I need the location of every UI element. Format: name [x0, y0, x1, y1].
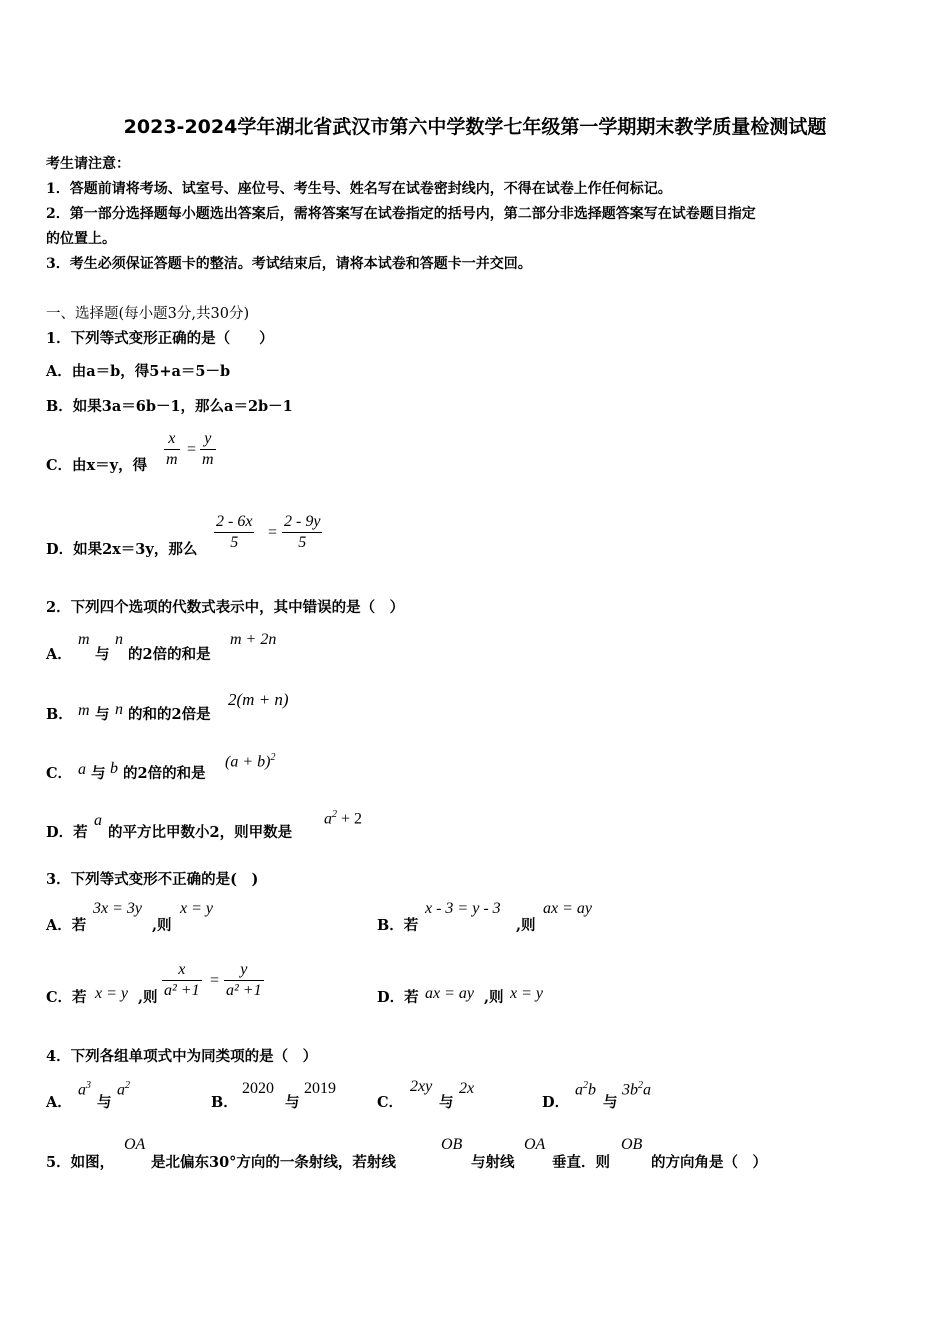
q3-option-c: C．若	[46, 989, 87, 1006]
q2-a-var1: m	[78, 631, 90, 648]
question-4-stem: 4．下列各组单项式中为同类项的是（ ）	[46, 1048, 318, 1065]
q2-c-text2: 的2倍的和是	[123, 765, 206, 782]
q2-option-c: C．	[46, 765, 73, 782]
q2-b-var1: m	[78, 702, 90, 719]
q3-a-expr2: x = y	[180, 900, 213, 917]
q3-option-a: A．若	[46, 917, 87, 934]
q2-c-text1: 与	[91, 765, 106, 782]
question-5-part4: 垂直．则	[552, 1154, 610, 1171]
q4-option-d: D．	[542, 1094, 570, 1111]
q3-option-d: D．若	[377, 989, 419, 1006]
notice-item: 1．答题前请将考场、试室号、座位号、考生号、姓名写在试卷密封线内，不得在试卷上作任何标记。	[46, 181, 672, 197]
q3-c-equals: =	[210, 972, 220, 989]
question-5-part1: 5．如图，	[46, 1154, 115, 1171]
q1-d-fraction-right: 2 - 9y 5	[284, 513, 321, 551]
q3-option-b: B．若	[377, 917, 419, 934]
q1-d-equals: =	[268, 524, 278, 541]
q2-c-var2: b	[110, 760, 118, 777]
q4-option-b: B．	[211, 1094, 238, 1111]
q4-a-with: 与	[97, 1094, 112, 1111]
q2-b-var2: n	[115, 701, 123, 718]
q2-option-b: B．	[46, 706, 73, 723]
q3-a-expr1: 3x = 3y	[93, 900, 142, 917]
q3-b-expr1: x - 3 = y - 3	[425, 900, 501, 917]
q1-c-equals: =	[187, 441, 197, 458]
q2-a-text2: 的2倍的和是	[128, 646, 211, 663]
notice-item: 2．第一部分选择题每小题选出答案后，需将答案写在试卷指定的括号内，第二部分非选择题答案写在试卷题目指定	[46, 206, 756, 222]
section-heading: 一、选择题(每小题3分,共30分)	[46, 306, 250, 322]
q2-b-text2: 的和的2倍是	[128, 706, 211, 723]
q3-a-then: ,则	[152, 917, 172, 934]
q2-d-text: 的平方比甲数小2，则甲数是	[108, 824, 293, 841]
q5-var-oa: OA	[124, 1136, 146, 1153]
notice-heading: 考生请注意：	[46, 156, 130, 172]
q3-c-fraction-left: x a² +1	[164, 961, 200, 999]
q4-c-with: 与	[439, 1094, 454, 1111]
q3-d-then: ,则	[484, 989, 504, 1006]
q4-b-expr2: 2019	[304, 1080, 336, 1097]
question-1-stem: 1．下列等式变形正确的是（ ）	[46, 330, 274, 347]
q2-d-expr: $a^2 + 2$	[324, 809, 363, 828]
page-title: 2023-2024学年湖北省武汉市第六中学数学七年级第一学期期末教学质量检测试题	[123, 116, 827, 138]
q3-d-expr2: x = y	[510, 985, 543, 1002]
q4-d-expr1: $a^2b$	[575, 1080, 596, 1099]
q4-d-with: 与	[603, 1094, 618, 1111]
q2-b-expr: 2(m + n)	[228, 690, 289, 709]
q5-var-oa-2: OA	[524, 1136, 546, 1153]
q4-option-a: A．	[46, 1094, 72, 1111]
q4-c-expr1: 2xy	[410, 1078, 433, 1095]
q1-option-d-text: D．如果2x＝3y，那么	[46, 541, 198, 558]
q2-option-a: A．	[46, 646, 72, 663]
q1-option-a: A．由a＝b，得5+a＝5－b	[46, 363, 231, 380]
q4-a-expr2: $a^2$	[117, 1080, 130, 1099]
q3-d-expr1: ax = ay	[425, 985, 474, 1002]
q4-b-expr1: 2020	[242, 1080, 274, 1097]
notice-item: 3．考生必须保证答题卡的整洁。考试结束后，请将本试卷和答题卡一并交回。	[46, 256, 532, 272]
q1-option-b: B．如果3a＝6b－1，那么a＝2b－1	[46, 398, 293, 415]
notice-item: 的位置上。	[46, 231, 116, 247]
q4-d-expr2: $3b^2a$	[622, 1080, 651, 1099]
q3-b-expr2: ax = ay	[543, 900, 592, 917]
q5-var-ob-2: OB	[621, 1136, 643, 1153]
question-3-stem: 3．下列等式变形不正确的是( )	[46, 871, 259, 888]
question-5-part5: 的方向角是（ ）	[651, 1154, 767, 1171]
q3-c-then: ,则	[138, 989, 158, 1006]
q5-var-ob: OB	[441, 1136, 463, 1153]
q1-option-c-text: C．由x＝y，得	[46, 457, 148, 474]
q3-c-expr1: x = y	[95, 985, 128, 1002]
q4-option-c: C．	[377, 1094, 404, 1111]
q4-b-with: 与	[285, 1094, 300, 1111]
q4-a-expr1: $a^3$	[78, 1080, 91, 1099]
question-5-part2: 是北偏东30°方向的一条射线，若射线	[151, 1154, 396, 1171]
q2-a-var2: n	[115, 631, 123, 648]
q1-c-fraction-left: x m	[166, 430, 178, 468]
q2-b-text1: 与	[95, 706, 110, 723]
q2-option-d: D．若	[46, 824, 88, 841]
q2-c-var1: a	[78, 761, 86, 778]
q2-d-var1: a	[94, 812, 102, 829]
q2-c-expr: $(a + b)^2$	[225, 752, 276, 771]
q2-a-expr: m + 2n	[230, 631, 277, 648]
q4-c-expr2: 2x	[459, 1080, 475, 1097]
question-5-part3: 与射线	[471, 1154, 515, 1171]
q3-c-fraction-right: y a² +1	[226, 961, 262, 999]
question-2-stem: 2．下列四个选项的代数式表示中，其中错误的是（ ）	[46, 599, 405, 616]
q3-b-then: ,则	[516, 917, 536, 934]
q1-d-fraction-left: 2 - 6x 5	[216, 513, 253, 551]
q2-a-text1: 与	[95, 646, 110, 663]
q1-c-fraction-right: y m	[202, 430, 214, 468]
